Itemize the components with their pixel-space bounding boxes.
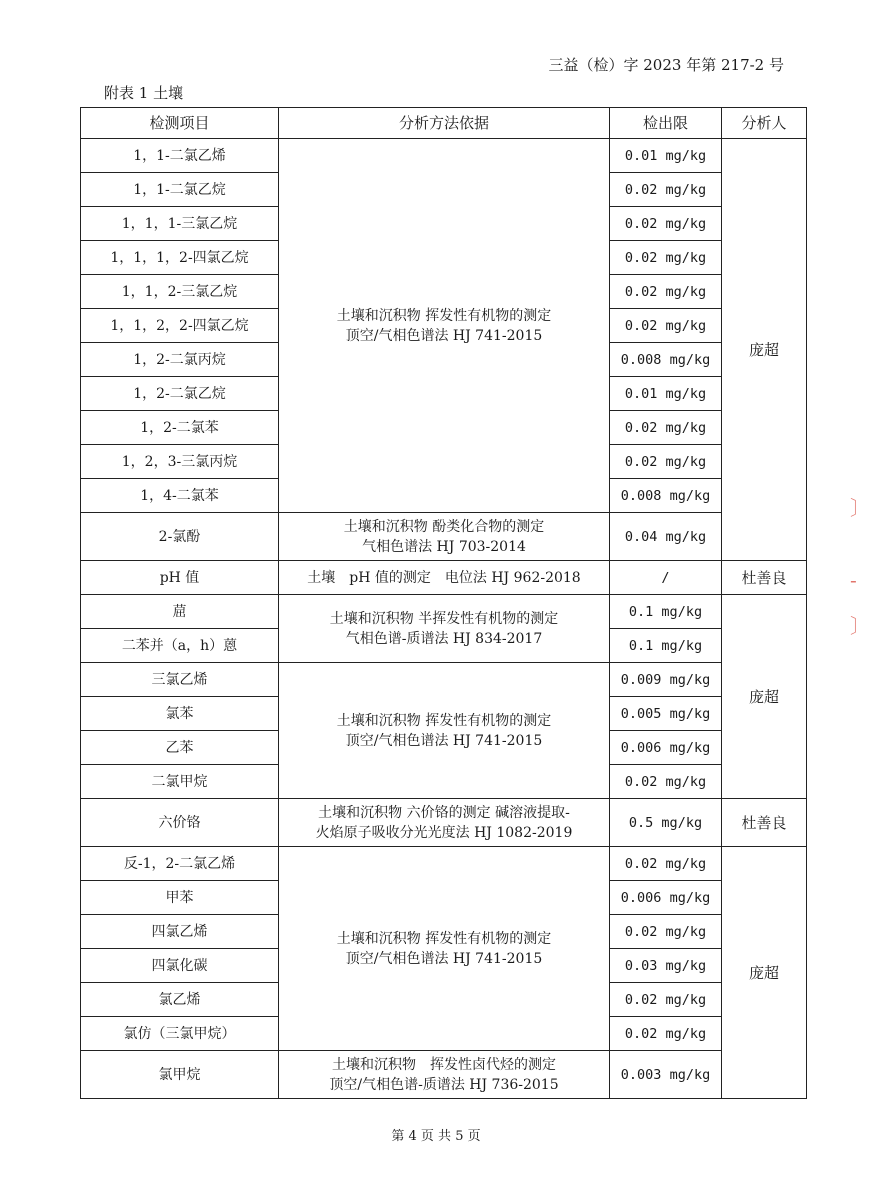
- test-item: 1，1，1-三氯乙烷: [81, 207, 279, 241]
- detection-limit: 0.01 mg/kg: [610, 377, 722, 411]
- test-item: 二苯并（a，h）蒽: [81, 629, 279, 663]
- test-item: 氯甲烷: [81, 1051, 279, 1099]
- detection-limit: 0.02 mg/kg: [610, 1017, 722, 1051]
- analyst-name: 庞超: [722, 595, 807, 799]
- detection-limit: 0.02 mg/kg: [610, 207, 722, 241]
- detection-limit: 0.02 mg/kg: [610, 241, 722, 275]
- method-line: 气相色谱-质谱法 HJ 834-2017: [345, 630, 543, 647]
- method-line: 土壤和沉积物 半挥发性有机物的测定: [329, 610, 559, 627]
- table-row: [81, 139, 807, 173]
- table-row: [81, 513, 807, 561]
- analysis-method: [279, 1051, 610, 1099]
- analyst-name: 杜善良: [722, 799, 807, 847]
- analysis-method: [279, 663, 610, 799]
- method-line: 土壤 pH 值的测定 电位法 HJ 962-2018: [307, 569, 581, 586]
- header-analyst: 分析人: [722, 108, 807, 139]
- test-item: 氯仿（三氯甲烷）: [81, 1017, 279, 1051]
- detection-limit: 0.02 mg/kg: [610, 309, 722, 343]
- detection-limit: 0.5 mg/kg: [610, 799, 722, 847]
- detection-limit: 0.006 mg/kg: [610, 731, 722, 765]
- test-item: 氯苯: [81, 697, 279, 731]
- red-stamp-fragment: 〕: [850, 614, 870, 638]
- detection-limit: 0.003 mg/kg: [610, 1051, 722, 1099]
- header-limit: 检出限: [610, 108, 722, 139]
- method-line: 土壤和沉积物 酚类化合物的测定: [343, 518, 545, 535]
- analysis-method: [279, 847, 610, 1051]
- test-item: 六价铬: [81, 799, 279, 847]
- test-item: 1，1，2-三氯乙烷: [81, 275, 279, 309]
- test-item: pH 值: [81, 561, 279, 595]
- test-item: 反-1，2-二氯乙烯: [81, 847, 279, 881]
- test-item: 䓛: [81, 595, 279, 629]
- detection-limit: 0.01 mg/kg: [610, 139, 722, 173]
- detection-limit: 0.02 mg/kg: [610, 765, 722, 799]
- test-item: 三氯乙烯: [81, 663, 279, 697]
- method-line: 顶空/气相色谱法 HJ 741-2015: [345, 950, 543, 967]
- red-stamp-fragment: 〕: [850, 496, 870, 520]
- method-line: 顶空/气相色谱-质谱法 HJ 736-2015: [329, 1076, 559, 1093]
- detection-limit: 0.02 mg/kg: [610, 445, 722, 479]
- analysis-method: [279, 595, 610, 663]
- test-item: 2-氯酚: [81, 513, 279, 561]
- detection-limit: 0.009 mg/kg: [610, 663, 722, 697]
- detection-limit: 0.005 mg/kg: [610, 697, 722, 731]
- detection-limit: 0.02 mg/kg: [610, 275, 722, 309]
- table-row: [81, 847, 807, 881]
- table-row: [81, 799, 807, 847]
- detection-limit: 0.02 mg/kg: [610, 411, 722, 445]
- detection-limit: 0.02 mg/kg: [610, 983, 722, 1017]
- method-line: 顶空/气相色谱法 HJ 741-2015: [345, 327, 543, 344]
- red-stamp-fragment: -: [850, 568, 857, 592]
- table-row: [81, 1051, 807, 1099]
- test-item: 1，2-二氯乙烷: [81, 377, 279, 411]
- method-line: 土壤和沉积物 挥发性有机物的测定: [336, 307, 552, 324]
- method-line: 土壤和沉积物 六价铬的测定 碱溶液提取-: [318, 804, 570, 821]
- detection-limit: 0.03 mg/kg: [610, 949, 722, 983]
- table-body: [81, 139, 807, 1099]
- detection-limit: 0.02 mg/kg: [610, 847, 722, 881]
- method-line: 土壤和沉积物 挥发性有机物的测定: [336, 930, 552, 947]
- test-item: 甲苯: [81, 881, 279, 915]
- method-line: 顶空/气相色谱法 HJ 741-2015: [345, 732, 543, 749]
- soil-test-table: [80, 107, 807, 1099]
- detection-limit: /: [610, 561, 722, 595]
- detection-limit: 0.1 mg/kg: [610, 595, 722, 629]
- test-item: 1，2-二氯丙烷: [81, 343, 279, 377]
- test-item: 1，1，1，2-四氯乙烷: [81, 241, 279, 275]
- analysis-method: [279, 561, 610, 595]
- analysis-method: [279, 513, 610, 561]
- method-line: 火焰原子吸收分光光度法 HJ 1082-2019: [315, 824, 573, 841]
- detection-limit: 0.04 mg/kg: [610, 513, 722, 561]
- detection-limit: 0.1 mg/kg: [610, 629, 722, 663]
- test-item: 四氯化碳: [81, 949, 279, 983]
- detection-limit: 0.02 mg/kg: [610, 173, 722, 207]
- table-header-row: [81, 108, 807, 139]
- table-row: [81, 595, 807, 629]
- page-number: 第 4 页 共 5 页: [391, 1129, 481, 1144]
- test-item: 1，1，2，2-四氯乙烷: [81, 309, 279, 343]
- analyst-name: 杜善良: [722, 561, 807, 595]
- table-row: [81, 561, 807, 595]
- test-item: 氯乙烯: [81, 983, 279, 1017]
- analyst-name: 庞超: [722, 139, 807, 561]
- analyst-name: 庞超: [722, 847, 807, 1099]
- test-item: 1，1-二氯乙烯: [81, 139, 279, 173]
- method-line: 土壤和沉积物 挥发性卤代烃的测定: [332, 1056, 556, 1073]
- document-number: 三益（检）字 2023 年第 217-2 号: [548, 56, 784, 74]
- detection-limit: 0.008 mg/kg: [610, 343, 722, 377]
- test-item: 四氯乙烯: [81, 915, 279, 949]
- test-item: 1，2，3-三氯丙烷: [81, 445, 279, 479]
- method-line: 土壤和沉积物 挥发性有机物的测定: [336, 712, 552, 729]
- detection-limit: 0.02 mg/kg: [610, 915, 722, 949]
- detection-limit: 0.008 mg/kg: [610, 479, 722, 513]
- analysis-method: [279, 799, 610, 847]
- header-item: 检测项目: [81, 108, 279, 139]
- appendix-title: 附表 1 土壤: [104, 84, 184, 102]
- analysis-method: [279, 139, 610, 513]
- method-line: 气相色谱法 HJ 703-2014: [362, 538, 526, 555]
- table-row: [81, 663, 807, 697]
- test-item: 二氯甲烷: [81, 765, 279, 799]
- detection-limit: 0.006 mg/kg: [610, 881, 722, 915]
- header-method: 分析方法依据: [279, 108, 610, 139]
- test-item: 1，2-二氯苯: [81, 411, 279, 445]
- test-item: 1，4-二氯苯: [81, 479, 279, 513]
- test-item: 乙苯: [81, 731, 279, 765]
- test-item: 1，1-二氯乙烷: [81, 173, 279, 207]
